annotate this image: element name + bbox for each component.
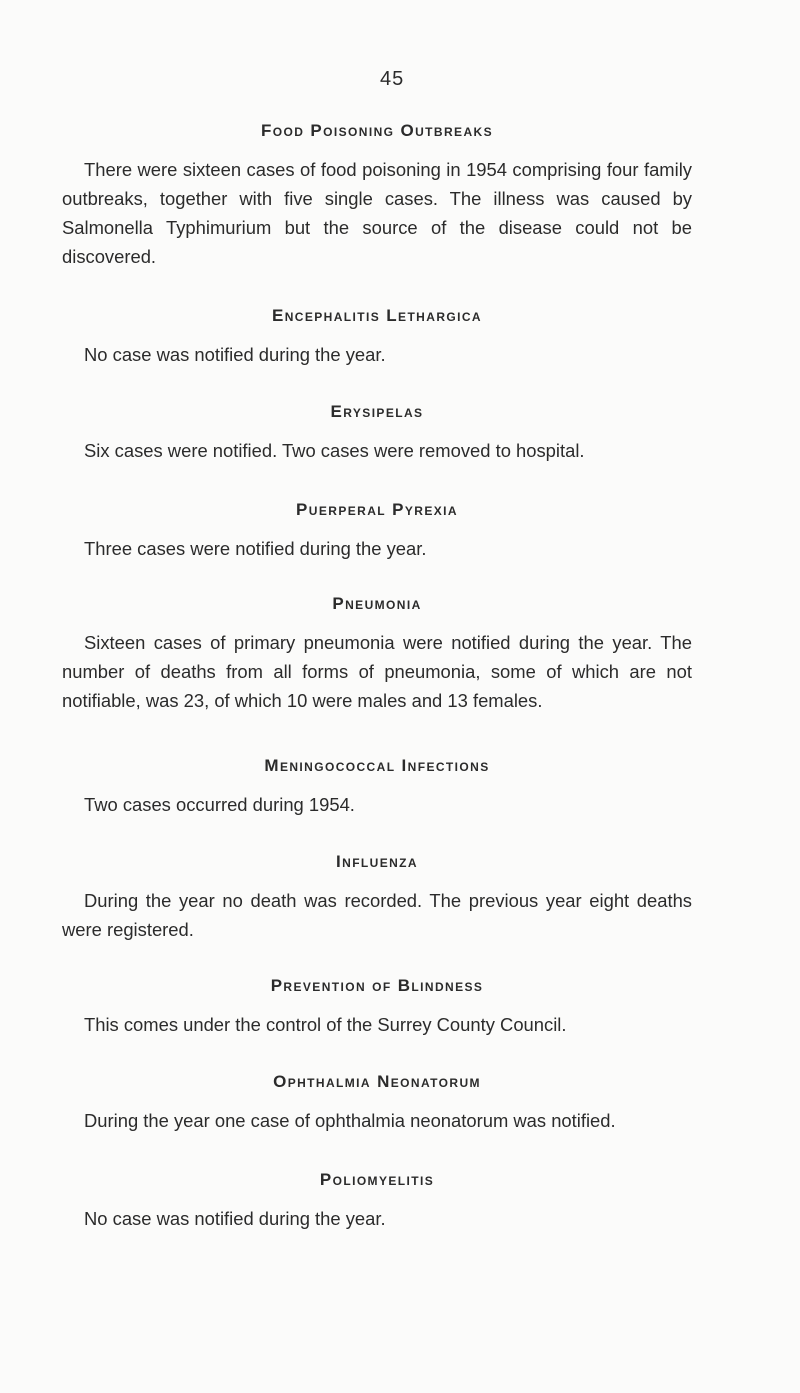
section-puerperal-pyrexia (62, 500, 692, 563)
section-prevention-of-blindness (62, 976, 692, 1039)
section-text: During the year one case of ophthalmia neonatorum was notified. (84, 1110, 616, 1131)
section-text: There were sixteen cases of food poisoning in 1954 comprising four family outbreaks, together with five single cases. The illness was caused by Salmonella Typhimurium but the source of the disease could not be discovered. (62, 159, 692, 267)
section-poliomyelitis (62, 1170, 692, 1233)
section-food-poisoning (62, 121, 692, 271)
section-heading: Pneumonia (332, 594, 422, 613)
section-text: During the year no death was recorded. The previous year eight deaths were registered. (62, 890, 692, 940)
section-text: Two cases occurred during 1954. (84, 794, 355, 815)
section-text: No case was notified during the year. (84, 1208, 386, 1229)
section-text: Sixteen cases of primary pneumonia were notified during the year. The number of deaths from all forms of pneumonia, some of which are not notifiable, was 23, of which 10 were males and 13 females. (62, 632, 692, 711)
section-heading: Meningococcal Infections (264, 756, 490, 775)
section-meningococcal (62, 756, 692, 819)
section-heading: Erysipelas (330, 402, 424, 421)
section-encephalitis (62, 306, 692, 369)
section-text: Six cases were notified. Two cases were removed to hospital. (84, 440, 585, 461)
section-heading: Food Poisoning Outbreaks (260, 121, 493, 140)
section-heading: Puerperal Pyrexia (296, 500, 458, 519)
section-text: Three cases were notified during the year. (84, 538, 427, 559)
section-erysipelas (62, 402, 692, 465)
section-pneumonia (62, 594, 692, 715)
section-text: This comes under the control of the Surrey County Council. (84, 1014, 567, 1035)
section-heading: Influenza (336, 852, 418, 871)
section-heading: Encephalitis Lethargica (272, 306, 482, 325)
section-ophthalmia-neonatorum (62, 1072, 692, 1135)
section-heading: Ophthalmia Neonatorum (273, 1072, 481, 1091)
section-influenza (62, 852, 692, 944)
section-heading: Prevention of Blindness (270, 976, 484, 995)
section-text: No case was notified during the year. (84, 344, 386, 365)
section-heading: Poliomyelitis (319, 1170, 435, 1189)
page-number: 45 (380, 68, 405, 90)
